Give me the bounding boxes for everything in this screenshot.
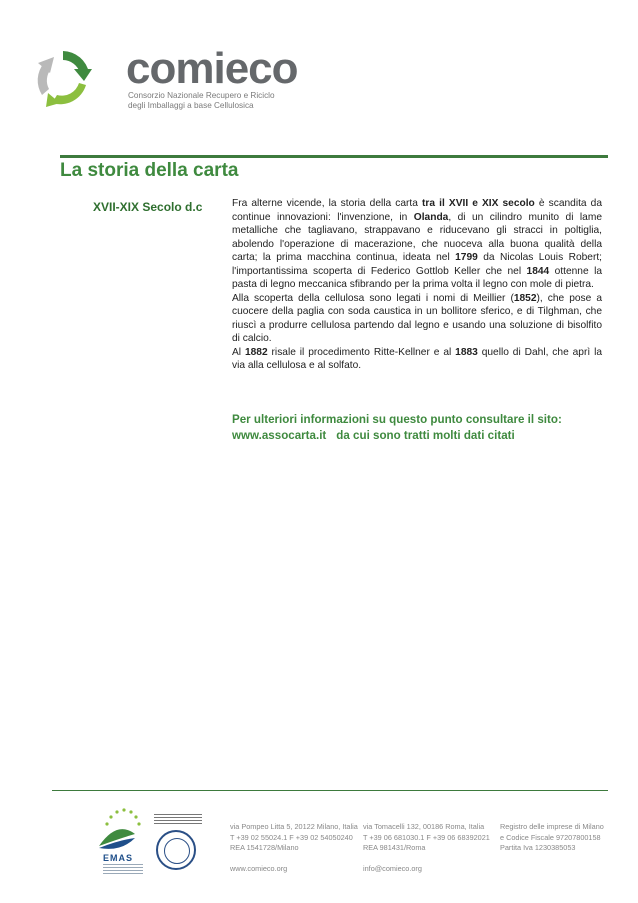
footer-registry-line1: Registro delle imprese di Milano [500,822,604,831]
footer-milano-address: via Pompeo Litta 5, 20122 Milano, Italia [230,822,358,831]
certiquality-seal-icon [156,830,196,870]
header-divider [60,155,608,158]
more-info-rest: da cui sono tratti molti dati citati [336,429,515,442]
highlighted-term: 1882 [244,346,268,358]
history-paragraph [232,197,602,292]
footer-roma-rea: REA 981431/Roma [363,843,426,852]
brand-tagline-line2: degli Imballaggi a base Cellulosica [128,101,254,110]
certification-text [154,814,202,826]
text-run: ), che pose a cuocere della paglia con soda caustica in un bollitore sferico, e di Tilghman, che riuscì a produrre cellulosa partendo dal legno e usando una soluzione di bisolfito di calcio. [232,292,602,344]
more-info [232,412,622,444]
brand-tagline-line1: Consorzio Nazionale Recupero e Riciclo [128,91,275,100]
footer-roma [363,822,490,875]
footer-roma-address: via Tomacelli 132, 00186 Roma, Italia [363,822,485,831]
footer-website-link[interactable]: www.comieco.org [230,864,288,873]
emas-label: EMAS [103,853,134,863]
emas-subtitle [103,864,143,874]
brand-name: comieco [126,44,298,93]
footer-milano-rea: REA 1541728/Milano [230,843,299,852]
text-run: quello di Dahl, che aprì la via alla cellulosa e al solfato. [232,346,603,371]
text-run: ottenne la pasta di legno meccanica sfibrando per la prima volta il legno con mole di pietra. [232,265,602,290]
text-run: è scandita da continue innovazioni: l'invenzione, in [232,198,602,223]
more-info-line2 [232,428,622,444]
footer-divider [52,790,608,791]
highlighted-term: 1883 [455,346,478,358]
more-info-line1: Per ulteriori informazioni su questo punto consultare il sito: [232,413,562,426]
text-run: , di un cilindro munito di lame metalliche che tagliavano, strappavano e riducevano gli stracci in poltiglia, abolendo l'operazione di macerazione, che nuoceva alla buona qualità della carta; la prima macchina continua, ideata nel [232,211,602,263]
footer-registry [500,822,604,854]
footer-registry-line2: e Codice Fiscale 97207800158 [500,832,601,842]
footer-milano [230,822,358,875]
emas-leaf-icon [97,824,137,852]
text-run: da Nicolas Louis Robert; l'importantissima scoperta di Federico Gottlob Keller che nel [232,252,602,277]
recycle-arrows-icon [30,45,96,111]
highlighted-term: Olanda [413,211,449,223]
brand-tagline [128,91,275,111]
highlighted-term: 1799 [455,252,478,263]
footer-registry-line3: Partita Iva 1230385053 [500,843,576,852]
assocarta-link[interactable]: www.assocarta.it [232,429,327,442]
footer-email-link[interactable]: info@comieco.org [363,864,422,873]
history-text [232,197,602,373]
history-paragraph [232,346,602,373]
history-paragraph [232,292,602,346]
highlighted-term: 1844 [526,265,550,277]
text-run: Fra alterne vicende, la storia della carta [232,198,423,209]
certification-seal [152,814,207,874]
text-run: risale il procedimento Ritte-Kellner e al [267,346,456,358]
emas-logo [93,808,153,874]
text-run: Alla scoperta della cellulosa sono legati i nomi di Meillier ( [232,292,514,304]
footer-roma-phone: T +39 06 681030.1 F +39 06 68392021 [363,832,490,842]
comieco-logo [30,44,298,115]
text-run: Al [232,346,245,358]
period-label: XVII-XIX Secolo d.c [93,200,203,214]
highlighted-term: tra il XVII e XIX secolo [422,198,535,209]
highlighted-term: 1852 [513,292,537,304]
page-title: La storia della carta [60,160,239,181]
footer-milano-phone: T +39 02 55024.1 F +39 02 54050240 [230,832,353,842]
